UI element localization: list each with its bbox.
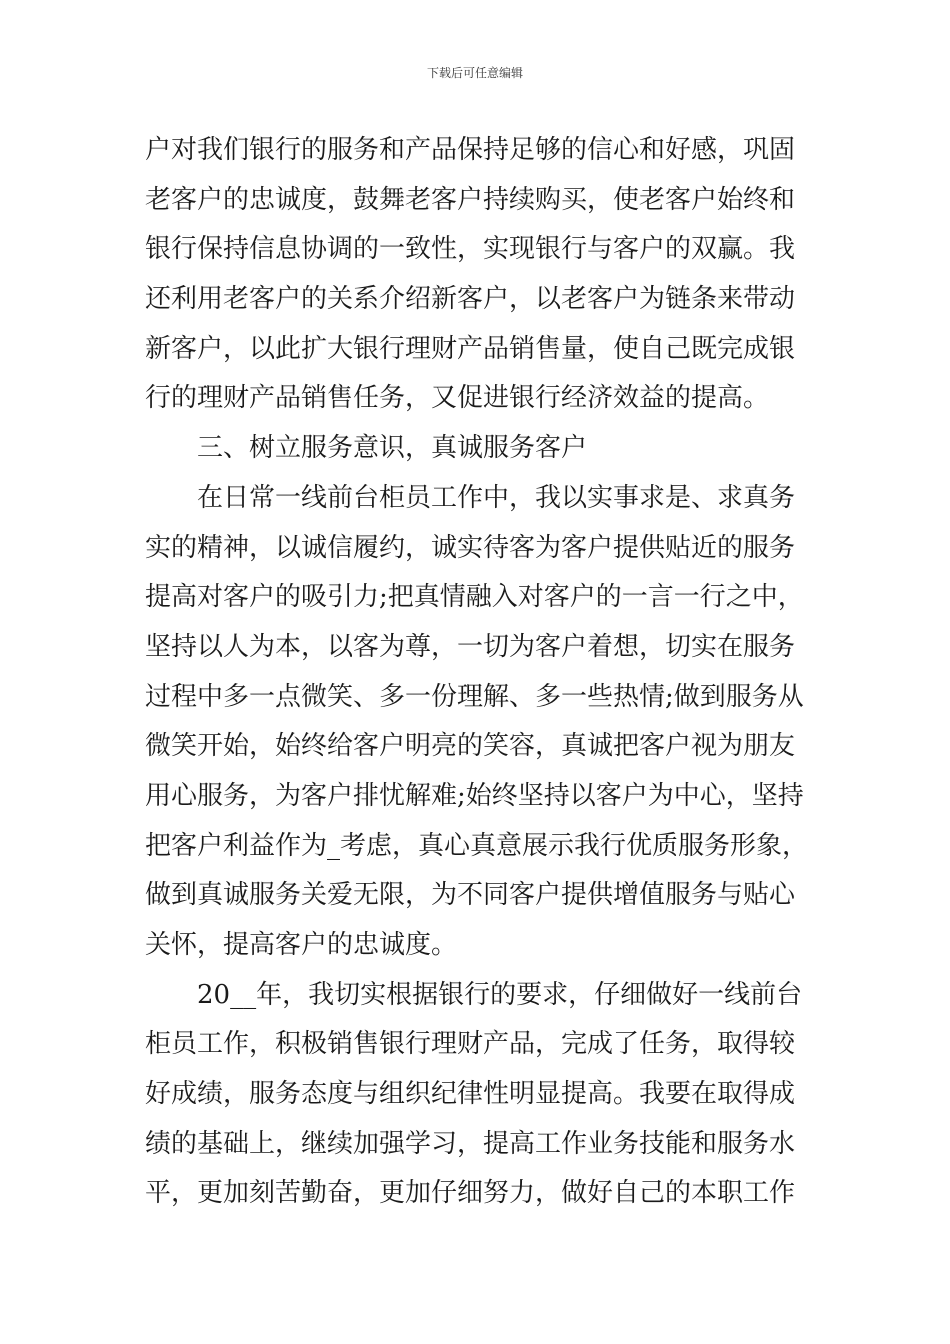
text-line: 做到真诚服务关爱无限，为不同客户提供增值服务与贴心 [145,880,796,911]
text-line: 在日常一线前台柜员工作中，我以实事求是、求真务 [197,482,796,513]
text-line: 提高对客户的吸引力;把真情融入对客户的一言一行之中， [145,582,804,613]
text-line: 新客户，以此扩大银行理财产品销售量，使自己既完成银 [145,333,796,364]
text-line: 好成绩，服务态度与组织纪律性明显提高。我要在取得成 [145,1079,796,1110]
text-line: 户对我们银行的服务和产品保持足够的信心和好感，巩固 [145,135,796,165]
document-body [145,126,810,1219]
text-line: 把客户利益作为_考虑，真心真意展示我行优质服务形象， [145,830,809,861]
text-line: 坚持以人为本，以客为尊，一切为客户着想，切实在服务 [145,631,796,662]
text-line: 柜员工作，积极销售银行理财产品，完成了任务，取得较 [145,1029,796,1060]
text-line: 银行保持信息协调的一致性，实现银行与客户的双赢。我 [145,234,796,265]
text-line: 微笑开始，始终给客户明亮的笑容，真诚把客户视为朋友 [145,731,796,762]
text-line: 用心服务，为客户排忧解难;始终坚持以客户为中心，坚持 [145,780,804,811]
text-line: 平，更加刻苦勤奋，更加仔细努力，做好自己的本职工作 [145,1178,796,1209]
text-line: 关怀，提高客户的忠诚度。 [145,930,458,960]
text-line: 行的理财产品销售任务，又促进银行经济效益的提高。 [145,383,770,414]
text-line: 老客户的忠诚度，鼓舞老客户持续购买，使老客户始终和 [145,184,796,215]
section-heading: 三、树立服务意识，真诚服务客户 [197,433,588,464]
text-line: 实的精神，以诚信履约，诚实待客为客户提供贴近的服务 [145,532,796,563]
text-line: 20__年，我切实根据银行的要求，仔细做好一线前台 [197,979,803,1010]
text-line: 绩的基础上，继续加强学习，提高工作业务技能和服务水 [145,1128,796,1159]
text-line: 还利用老客户的关系介绍新客户，以老客户为链条来带动 [145,284,796,315]
page-header: 下载后可任意编辑 [426,66,523,80]
text-line: 过程中多一点微笑、多一份理解、多一些热情;做到服务从 [145,681,804,712]
